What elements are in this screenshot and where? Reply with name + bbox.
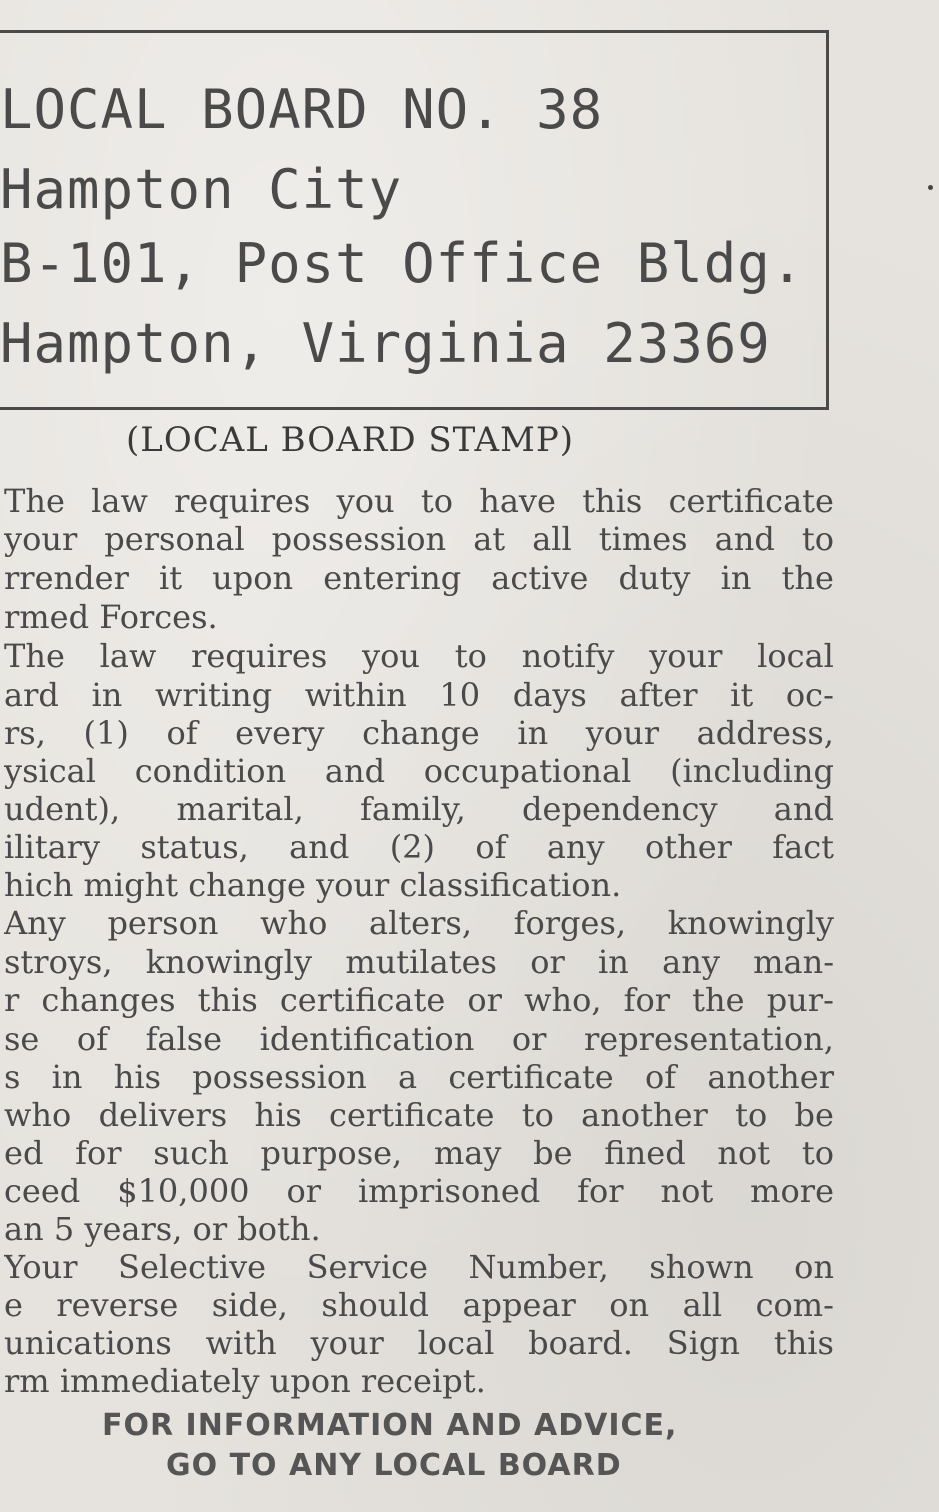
- instruction-word: ysical: [4, 752, 96, 790]
- instruction-word: any: [546, 828, 605, 866]
- instruction-word: possession: [192, 1058, 367, 1096]
- instruction-word: your: [649, 637, 723, 675]
- instruction-word: certificate: [279, 981, 446, 1019]
- instruction-word: forges,: [513, 904, 627, 942]
- instruction-word: $10,000: [117, 1172, 250, 1210]
- instruction-word: representation,: [583, 1020, 834, 1058]
- instruction-word: such: [153, 1134, 229, 1172]
- instruction-word: or: [530, 943, 565, 981]
- instruction-word: udent),: [4, 790, 121, 828]
- instruction-line: [4, 904, 834, 942]
- instruction-word: this: [773, 1324, 834, 1362]
- instruction-word: in: [598, 943, 629, 981]
- instruction-word: ceed: [4, 1172, 81, 1210]
- instruction-word: who: [260, 904, 328, 942]
- instruction-word: the: [692, 981, 745, 1019]
- instruction-word: in: [720, 559, 752, 597]
- instruction-line: [4, 943, 834, 981]
- instruction-word: and: [714, 520, 775, 558]
- instruction-word: to: [420, 482, 453, 520]
- instruction-word: condition: [134, 752, 287, 790]
- paper-speck: [928, 185, 933, 190]
- instruction-word: requires: [191, 637, 328, 675]
- instruction-word: be: [794, 1096, 834, 1134]
- instruction-word: local: [417, 1324, 495, 1362]
- instruction-word: Service: [306, 1248, 428, 1286]
- instruction-line: rm immediately upon receipt.: [4, 1362, 486, 1400]
- instruction-word: for: [577, 1172, 624, 1210]
- instruction-word: law: [99, 637, 157, 675]
- instruction-line: [4, 1324, 834, 1362]
- instruction-word: oc-: [785, 676, 834, 714]
- instruction-word: law: [91, 482, 148, 520]
- instruction-word: and: [773, 790, 834, 828]
- instruction-word: status,: [140, 828, 249, 866]
- instruction-word: changes: [41, 981, 176, 1019]
- instruction-line: [4, 981, 834, 1019]
- instruction-word: may: [433, 1134, 502, 1172]
- instruction-word: knowingly: [667, 904, 834, 942]
- instruction-word: mutilates: [345, 943, 497, 981]
- instruction-word: appear: [462, 1286, 576, 1324]
- instruction-word: ard: [4, 676, 59, 714]
- instruction-word: rrender: [4, 559, 129, 597]
- instruction-word: active: [491, 559, 589, 597]
- instruction-word: Any: [4, 904, 66, 942]
- instruction-word: in: [51, 1058, 83, 1096]
- instruction-line: hich might change your classification.: [4, 866, 622, 904]
- instruction-word: more: [750, 1172, 834, 1210]
- instruction-word: of: [475, 828, 507, 866]
- instruction-word: Number,: [468, 1248, 609, 1286]
- instruction-word: address,: [696, 714, 834, 752]
- instruction-word: Sign: [666, 1324, 741, 1362]
- instruction-word: occupational: [423, 752, 632, 790]
- instruction-word: within: [304, 676, 407, 714]
- instruction-word: knowingly: [145, 943, 313, 981]
- instruction-word: e: [4, 1286, 23, 1324]
- instruction-word: in: [517, 714, 549, 752]
- instruction-word: certificate: [329, 1096, 495, 1134]
- instruction-word: of: [76, 1020, 109, 1058]
- instruction-word: duty: [618, 559, 691, 597]
- instruction-word: fined: [604, 1134, 686, 1172]
- stamp-board-number: LOCAL BOARD NO. 38: [0, 78, 604, 141]
- instruction-word: change: [362, 714, 480, 752]
- instruction-word: it: [730, 676, 754, 714]
- instruction-word: Selective: [118, 1248, 267, 1286]
- instruction-line: [4, 1058, 834, 1096]
- instruction-word: false: [145, 1020, 223, 1058]
- instruction-line: [4, 559, 834, 597]
- instruction-word: you: [362, 637, 420, 675]
- instruction-word: se: [4, 1020, 40, 1058]
- instruction-word: rs,: [4, 714, 46, 752]
- instruction-line: an 5 years, or both.: [4, 1210, 321, 1248]
- instruction-word: this: [197, 981, 258, 1019]
- instruction-word: family,: [360, 790, 466, 828]
- instruction-word: of: [644, 1058, 677, 1096]
- instruction-word: upon: [212, 559, 294, 597]
- instruction-word: this: [582, 482, 643, 520]
- instruction-word: fact: [772, 828, 834, 866]
- instruction-word: who,: [524, 981, 602, 1019]
- instruction-word: side,: [211, 1286, 288, 1324]
- instruction-line: [4, 1096, 834, 1134]
- instruction-word: to: [735, 1096, 768, 1134]
- footer-info-advice: FOR INFORMATION AND ADVICE,: [102, 1408, 678, 1443]
- instruction-word: (2): [389, 828, 436, 866]
- instruction-word: have: [479, 482, 556, 520]
- instruction-line: [4, 1134, 834, 1172]
- instruction-word: any: [662, 943, 720, 981]
- stamp-caption: (LOCAL BOARD STAMP): [126, 420, 575, 460]
- instruction-word: for: [75, 1134, 122, 1172]
- instruction-word: the: [781, 559, 834, 597]
- instruction-word: local: [757, 637, 834, 675]
- instruction-word: or: [511, 1020, 547, 1058]
- instruction-line: [4, 828, 834, 866]
- instruction-word: alters,: [369, 904, 472, 942]
- instruction-word: be: [533, 1134, 573, 1172]
- instruction-line: [4, 676, 834, 714]
- instruction-word: his: [254, 1096, 302, 1134]
- instruction-word: marital,: [176, 790, 304, 828]
- instruction-word: The: [4, 482, 65, 520]
- instruction-word: ed: [4, 1134, 44, 1172]
- instruction-word: with: [205, 1324, 277, 1362]
- instruction-word: and: [289, 828, 350, 866]
- instruction-line: [4, 1248, 834, 1286]
- footer-local-board: GO TO ANY LOCAL BOARD: [166, 1448, 622, 1483]
- instruction-word: requires: [174, 482, 311, 520]
- instruction-word: writing: [155, 676, 273, 714]
- instruction-word: not: [660, 1172, 714, 1210]
- instruction-word: all: [682, 1286, 723, 1324]
- instruction-word: on: [794, 1248, 834, 1286]
- instruction-word: or: [286, 1172, 322, 1210]
- instruction-word: for: [623, 981, 671, 1019]
- instruction-word: a: [398, 1058, 418, 1096]
- instruction-word: of: [166, 714, 198, 752]
- instruction-word: another: [707, 1058, 834, 1096]
- instruction-word: (1): [83, 714, 129, 752]
- instruction-word: ilitary: [4, 828, 101, 866]
- instruction-word: to: [801, 520, 834, 558]
- instruction-word: dependency: [522, 790, 718, 828]
- instruction-word: in: [91, 676, 123, 714]
- instruction-word: 10: [439, 676, 481, 714]
- instruction-word: notify: [521, 637, 615, 675]
- instruction-word: every: [235, 714, 325, 752]
- instruction-word: all: [532, 520, 572, 558]
- instruction-line: [4, 1172, 834, 1210]
- instruction-word: pur-: [766, 981, 834, 1019]
- instruction-line: [4, 520, 834, 558]
- instruction-word: certificate: [668, 482, 834, 520]
- instruction-word: personal: [104, 520, 245, 558]
- instruction-line: [4, 1286, 834, 1324]
- instruction-word: imprisoned: [357, 1172, 541, 1210]
- instruction-word: on: [609, 1286, 650, 1324]
- instruction-word: after: [619, 676, 698, 714]
- instruction-word: and: [324, 752, 386, 790]
- instruction-word: your: [585, 714, 660, 752]
- instruction-word: you: [336, 482, 395, 520]
- instruction-line: [4, 482, 834, 520]
- instruction-word: days: [512, 676, 587, 714]
- stamp-city-state-zip: Hampton, Virginia 23369: [0, 312, 771, 375]
- instruction-word: s: [4, 1058, 21, 1096]
- instruction-word: com-: [755, 1286, 834, 1324]
- instruction-word: (including: [670, 752, 834, 790]
- instruction-word: at: [473, 520, 506, 558]
- instruction-word: or: [467, 981, 502, 1019]
- instruction-word: to: [801, 1134, 834, 1172]
- instruction-word: to: [454, 637, 487, 675]
- instruction-word: your: [4, 520, 78, 558]
- instruction-word: unications: [4, 1324, 172, 1362]
- instruction-word: board.: [528, 1324, 633, 1362]
- instruction-word: shown: [649, 1248, 754, 1286]
- instruction-word: Your: [4, 1248, 78, 1286]
- instruction-word: possession: [271, 520, 447, 558]
- stamp-address: B-101, Post Office Bldg.: [0, 232, 805, 295]
- instruction-word: delivers: [98, 1096, 228, 1134]
- instruction-word: stroys,: [4, 943, 113, 981]
- instruction-word: should: [321, 1286, 430, 1324]
- instruction-line: [4, 637, 834, 675]
- instruction-word: identification: [259, 1020, 475, 1058]
- instruction-word: The: [4, 637, 65, 675]
- instruction-line: [4, 714, 834, 752]
- instruction-word: purpose,: [260, 1134, 403, 1172]
- instruction-line: [4, 752, 834, 790]
- instruction-word: another: [581, 1096, 708, 1134]
- instruction-word: his: [113, 1058, 162, 1096]
- instruction-line: rmed Forces.: [4, 598, 218, 636]
- instruction-word: it: [158, 559, 183, 597]
- instruction-line: [4, 1020, 834, 1058]
- instruction-word: to: [521, 1096, 554, 1134]
- instruction-word: person: [107, 904, 219, 942]
- instruction-word: your: [310, 1324, 384, 1362]
- instruction-line: [4, 790, 834, 828]
- stamp-city: Hampton City: [0, 158, 403, 221]
- instruction-word: man-: [753, 943, 834, 981]
- instruction-word: other: [644, 828, 732, 866]
- instruction-word: not: [717, 1134, 771, 1172]
- instruction-word: who: [4, 1096, 72, 1134]
- instruction-word: times: [598, 520, 688, 558]
- instruction-word: reverse: [56, 1286, 179, 1324]
- instruction-word: entering: [323, 559, 462, 597]
- instruction-word: r: [4, 981, 20, 1019]
- instruction-word: certificate: [448, 1058, 614, 1096]
